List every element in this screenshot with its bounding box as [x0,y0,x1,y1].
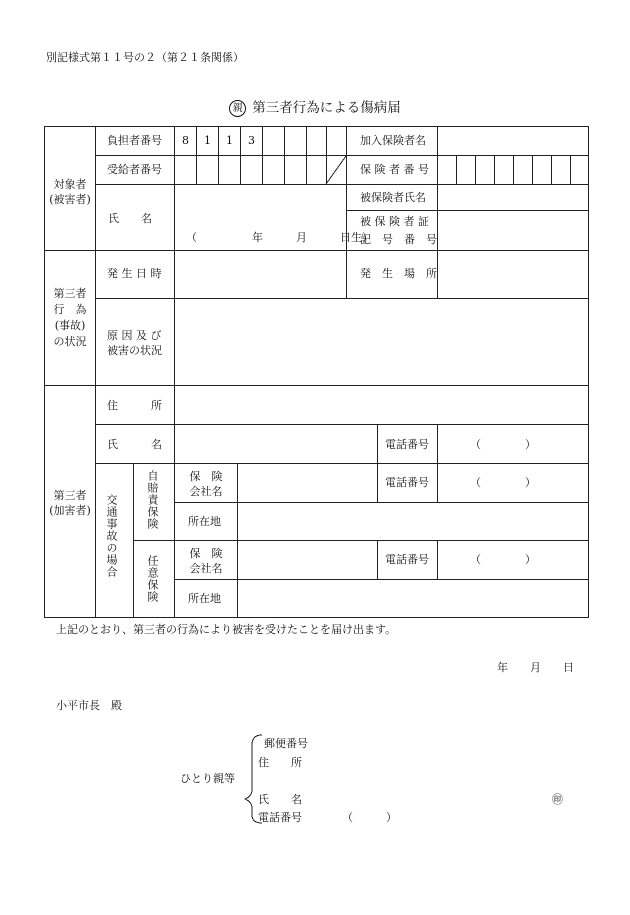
compulsory-insurance-label: 自賠責保険 [146,470,159,530]
burden-digit: 3 [248,134,255,147]
perpetrator-address-label: 住 所 [107,399,162,412]
occurrence-place-field[interactable] [438,251,588,298]
occurrence-datetime-field[interactable] [175,251,346,298]
insurer-company-label: 保 険 会社名 [189,547,223,575]
burden-digit: 1 [204,134,211,147]
recipient-number-label: 受給者番号 [107,163,162,176]
phone-paren: （ ） [470,476,536,489]
perpetrator-name-field[interactable] [175,425,377,463]
phone-label: 電話番号 [385,438,429,451]
declaration-statement: 上記のとおり、第三者の行為により被害を受けたことを届け出ます。 [56,623,397,636]
date-line: 年 月 日 [497,661,574,674]
burden-number-label: 負担者番号 [107,134,162,147]
incident-section-label: 第三者 行 為 (事故) の状況 [53,287,87,348]
applicant-phone-label: 電話番号 [258,811,302,824]
applicant-name-label: 氏 名 [258,793,302,806]
insurance-subscriber-label: 加入保険者名 [360,134,426,147]
voluntary-insurance-label: 任意保険 [146,555,159,603]
perpetrator-section-label: 第三者 (加害者) [49,489,91,517]
compulsory-location-field[interactable] [238,503,588,540]
parent-mark-icon: 親 [229,100,246,117]
occurrence-place-label: 発 生 場 所 [360,267,437,280]
insured-cert-label: 記 号 番 号 [360,233,437,246]
victim-name-field[interactable] [175,185,346,229]
location-label: 所在地 [188,592,221,605]
perpetrator-name-label: 氏 名 [107,438,162,451]
addressee: 小平市長 殿 [56,699,122,712]
applicant-phone-paren: （ ） [342,811,397,824]
form-reference: 別記様式第１１号の２（第２１条関係） [46,51,244,64]
cause-damage-label: 原 因 及 び 被害の状況 [107,329,162,357]
phone-paren: （ ） [470,438,536,451]
insurance-subscriber-field[interactable] [438,127,588,155]
traffic-accident-label: 交通事故の場合 [105,494,118,578]
phone-label: 電話番号 [385,553,429,566]
phone-paren: （ ） [470,553,536,566]
insurer-company-label: 保 険 会社名 [189,470,223,498]
applicant-address-label: 住 所 [258,756,302,769]
perpetrator-address-field[interactable] [175,386,588,424]
occurrence-datetime-label: 発 生 日 時 [107,267,162,280]
cause-damage-field[interactable] [175,299,588,385]
victim-name-label: 氏 名 [108,212,152,225]
location-label: 所在地 [188,515,221,528]
compulsory-insurer-field[interactable] [238,464,377,502]
voluntary-location-field[interactable] [238,580,588,617]
title-text: 第三者行為による傷病届 [252,100,401,116]
birth-date-label: （ 年 月 日生） [186,231,373,244]
insured-cert-field[interactable] [438,211,588,250]
postal-code-label: 郵便番号 [264,737,308,750]
phone-label: 電話番号 [385,476,429,489]
victim-section-label: 対象者 (被害者) [49,178,91,206]
voluntary-insurer-field[interactable] [238,541,377,579]
applicant-label: ひとり親等 [180,772,235,785]
insurer-number-label: 保 険 者 番 号 [360,163,429,176]
burden-digit: 8 [182,134,189,147]
insured-name-field[interactable] [438,185,588,210]
insured-cert-label: 被 保 険 者 証 [360,215,429,228]
burden-digit: 1 [226,134,233,147]
insured-name-label: 被保険者氏名 [360,191,426,204]
seal-icon: ㊞ [552,793,563,806]
